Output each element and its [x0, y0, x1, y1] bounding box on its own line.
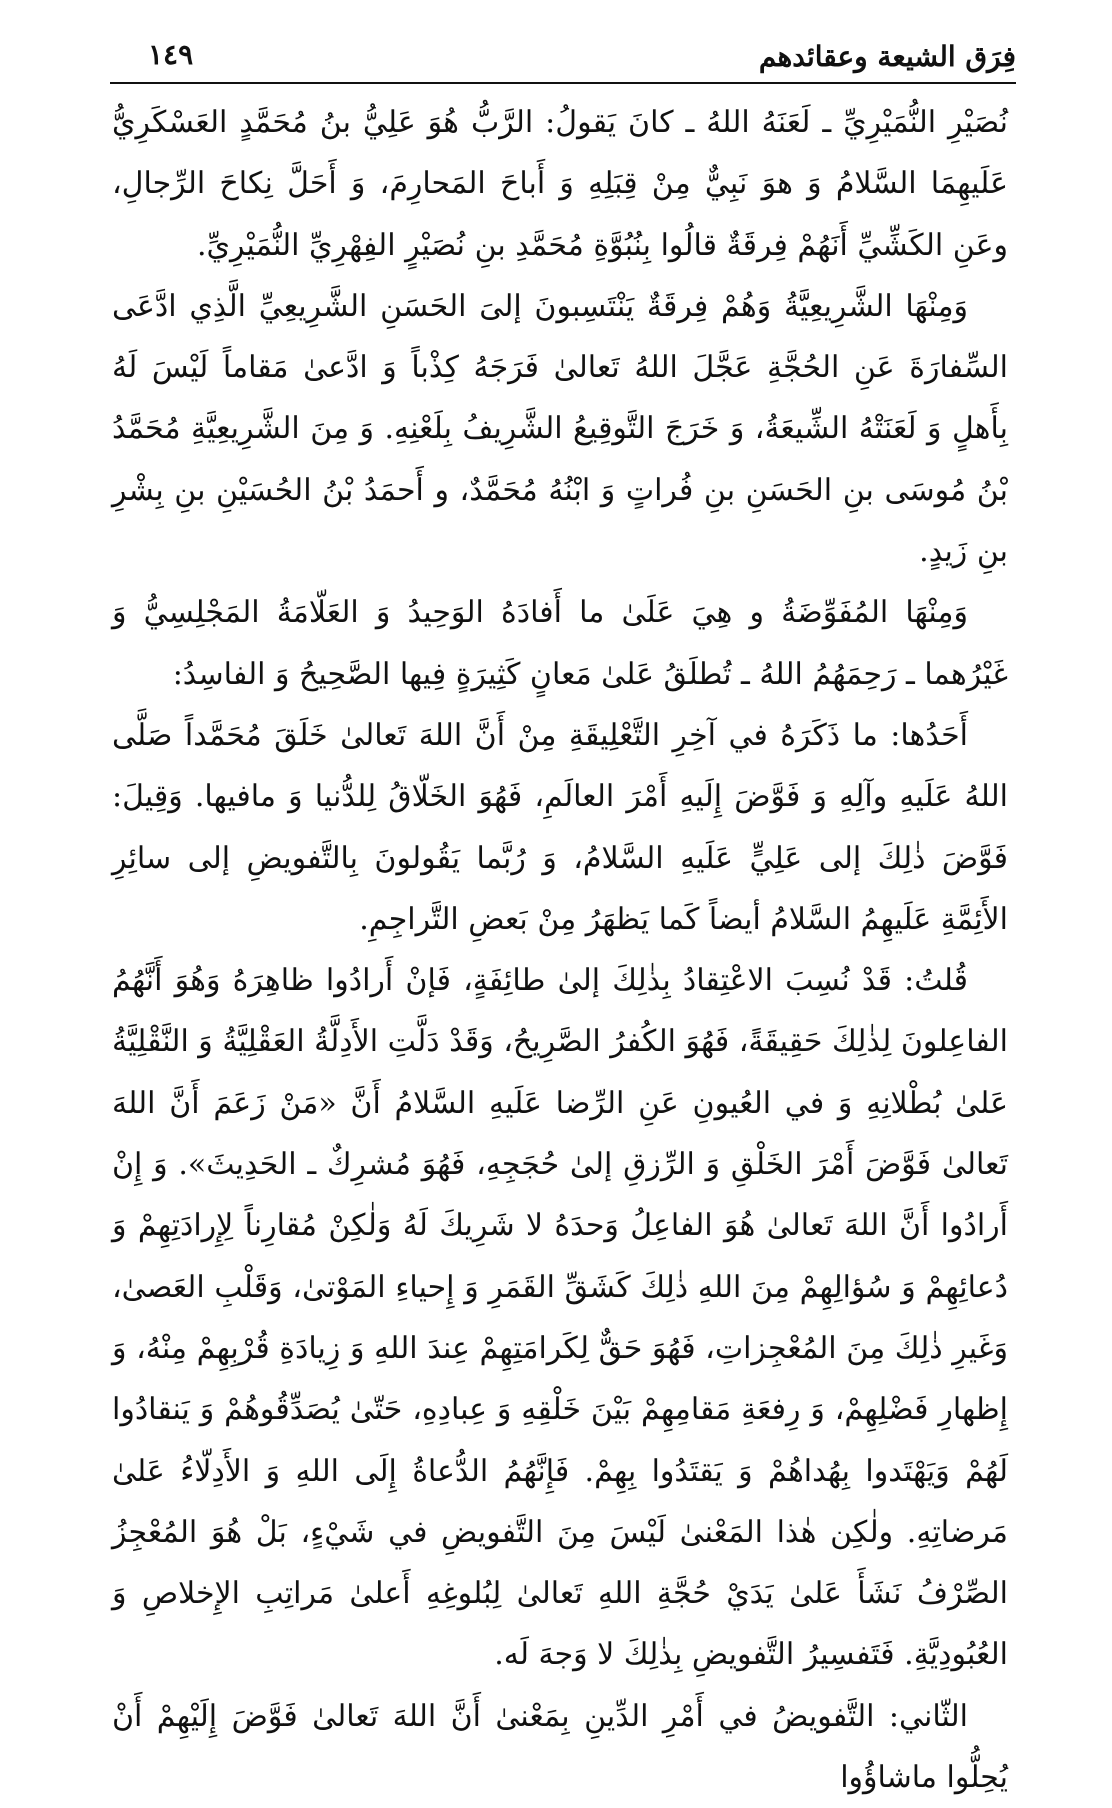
running-header: [110, 34, 1016, 84]
paragraph-commentary: قُلتُ: قَدْ نُسِبَ الاعْتِقادُ بِذٰلِكَ إلىٰ طائِفَةٍ، فَإنْ أَرادُوا ظاهِرَهُ وَهُوَ أَنَّهُمُ الفاعِلونَ لِذٰلِكَ حَقِيقَةً، فَهُوَ الكُفرُ الصَّرِيحُ، وَقَدْ دَلَّتِ الأَدِلَّةُ العَقْلِيَّةُ وَ النَّقْلِيَّةُ عَلىٰ بُطْلانِهِ وَ في العُيونِ عَنِ الرِّضا عَلَيهِ السَّلامُ أَنَّ «مَنْ زَعَمَ أَنَّ اللهَ تَعالىٰ فَوَّضَ أَمْرَ الخَلْقِ وَ الرِّزقِ إلىٰ حُجَجِهِ، فَهُوَ مُشرِكٌ ـ الحَدِيثَ». وَ إِنْ أَرادُوا أَنَّ اللهَ تَعالىٰ هُوَ الفاعِلُ وَحدَهُ لا شَرِيكَ لَهُ وَلٰكِنْ مُقارِناً لِإِرادَتِهِمْ وَ دُعائِهِمْ وَ سُؤالِهِمْ مِنَ اللهِ ذٰلِكَ كَشَقِّ القَمَرِ وَ إِحياءِ المَوْتىٰ، وَقَلْبِ العَصىٰ، وَغَيرِ ذٰلِكَ مِنَ المُعْجِزاتِ، فَهُوَ حَقٌّ لِكَرامَتِهِمْ عِندَ اللهِ وَ زِيادَةِ قُرْبِهِمْ مِنْهُ، وَ إِظهارِ فَضْلِهِمْ، وَ رِفعَةِ مَقامِهِمْ بَيْنَ خَلْقِهِ وَ عِبادِهِ، حَتّىٰ يُصَدِّقُوهُمْ وَ يَنقادُوا لَهُمْ وَيَهْتَدوا بِهُداهُمْ وَ يَقتَدُوا بِهِمْ. فَإِنَّهُمُ الدُّعاةُ إِلَى اللهِ وَ الأَدِلّاءُ عَلىٰ مَرضاتِهِ. ولٰكِن هٰذا المَعْنىٰ لَيْسَ مِنَ التَّفويضِ في شَيْءٍ، بَلْ هُوَ المُعْجِزُ الصِّرْفُ نَشَأَ عَلىٰ يَدَيْ حُجَّةِ اللهِ تَعالىٰ لِبُلوغِهِ أَعلىٰ مَراتِبِ الإِخلاصِ وَ العُبُودِيَّةِ. فَتَفسِيرُ التَّفويضِ بِذٰلِكَ لا وَجهَ لَه.: [112, 963, 1008, 1673]
running-title: فِرَق الشيعة وعقائدهم: [758, 40, 1016, 73]
page-number: ١٤٩: [148, 38, 194, 71]
paragraph-mufawwida: وَمِنْهَا المُفَوِّضَةُ و هِيَ عَلَىٰ ما أَفادَهُ الوَحِيدُ وَ العَلّامَةُ المَجْلِسِيُّ وَ غَيْرُهما ـ رَحِمَهُمُ اللهُ ـ تُطلَقُ عَلىٰ مَعانٍ كَثِيرَةٍ فِيها الصَّحِيحُ وَ الفاسِدُ:: [112, 595, 1008, 692]
body-text: [112, 92, 1008, 1808]
paragraph-nusayri: نُصَيْرِ النُّمَيْرِيِّ ـ لَعَنَهُ اللهُ ـ كانَ يَقولُ: الرَّبُّ هُوَ عَلِيُّ بنُ مُحَمَّدٍ العَسْكَرِيُّ عَلَيهِمَا السَّلامُ وَ هوَ نَبِيٌّ مِنْ قِبَلِهِ وَ أَباحَ المَحارِمَ، وَ أَحَلَّ نِكاحَ الرِّجالِ، وعَنِ الكَشِّيِّ أَنَهُمْ فِرقَةٌ قالُوا بِنُبُوَّةِ مُحَمَّدِ بنِ نُصَيْرٍ الفِهْرِيِّ النُّمَيْرِيِّ.: [112, 105, 1008, 263]
paragraph-shariiyya: وَمِنْهَا الشَّرِيعِيَّةُ وَهُمْ فِرقَةٌ يَنْتَسِبونَ إلىَ الحَسَنِ الشَّرِيعِيِّ الَّذِي ادَّعَى السِّفارَةَ عَنِ الحُجَّةِ عَجَّلَ اللهُ تَعالىٰ فَرَجَهُ كِذْباً وَ ادَّعىٰ مَقاماً لَيْسَ لَهُ بِأَهلٍ وَ لَعَنَتْهُ الشِّيعَةُ، وَ خَرَجَ التَّوقِيعُ الشَّرِيفُ بِلَعْنِهِ. وَ مِنَ الشَّرِيعِيَّةِ مُحَمَّدُ بْنُ مُوسَى بنِ الحَسَنِ بنِ فُراتٍ وَ ابْنُهُ مُحَمَّدٌ، و أَحمَدُ بْنُ الحُسَيْنِ بنِ بِشْرِ بنِ زَيدٍ.: [112, 288, 1008, 570]
paragraph-first-meaning: أَحَدُها: ما ذَكَرَهُ في آخِرِ التَّعْلِيقَةِ مِنْ أَنَّ اللهَ تَعالىٰ خَلَقَ مُحَمَّداً صَلَّى اللهُ عَلَيهِ وآلِهِ وَ فَوَّضَ إِلَيهِ أَمْرَ العالَمِ، فَهُوَ الخَلّاقُ لِلدُّنيا وَ مافيها. وَقِيلَ: فَوَّضَ ذٰلِكَ إلى عَلِيٍّ عَلَيهِ السَّلامُ، وَ رُبَّما يَقُولونَ بِالتَّفويضِ إلى سائِرِ الأَئِمَّةِ عَلَيهِمُ السَّلامُ أيضاً كَما يَظهَرُ مِنْ بَعضِ التَّراجِمِ.: [112, 717, 1008, 937]
paragraph-second-meaning: الثّاني: التَّفويضُ في أَمْرِ الدِّينِ بِمَعْنىٰ أَنَّ اللهَ تَعالىٰ فَوَّضَ إِلَيْهِمْ أَنْ يُحِلُّوا ماشاؤُوا: [112, 1698, 1008, 1796]
